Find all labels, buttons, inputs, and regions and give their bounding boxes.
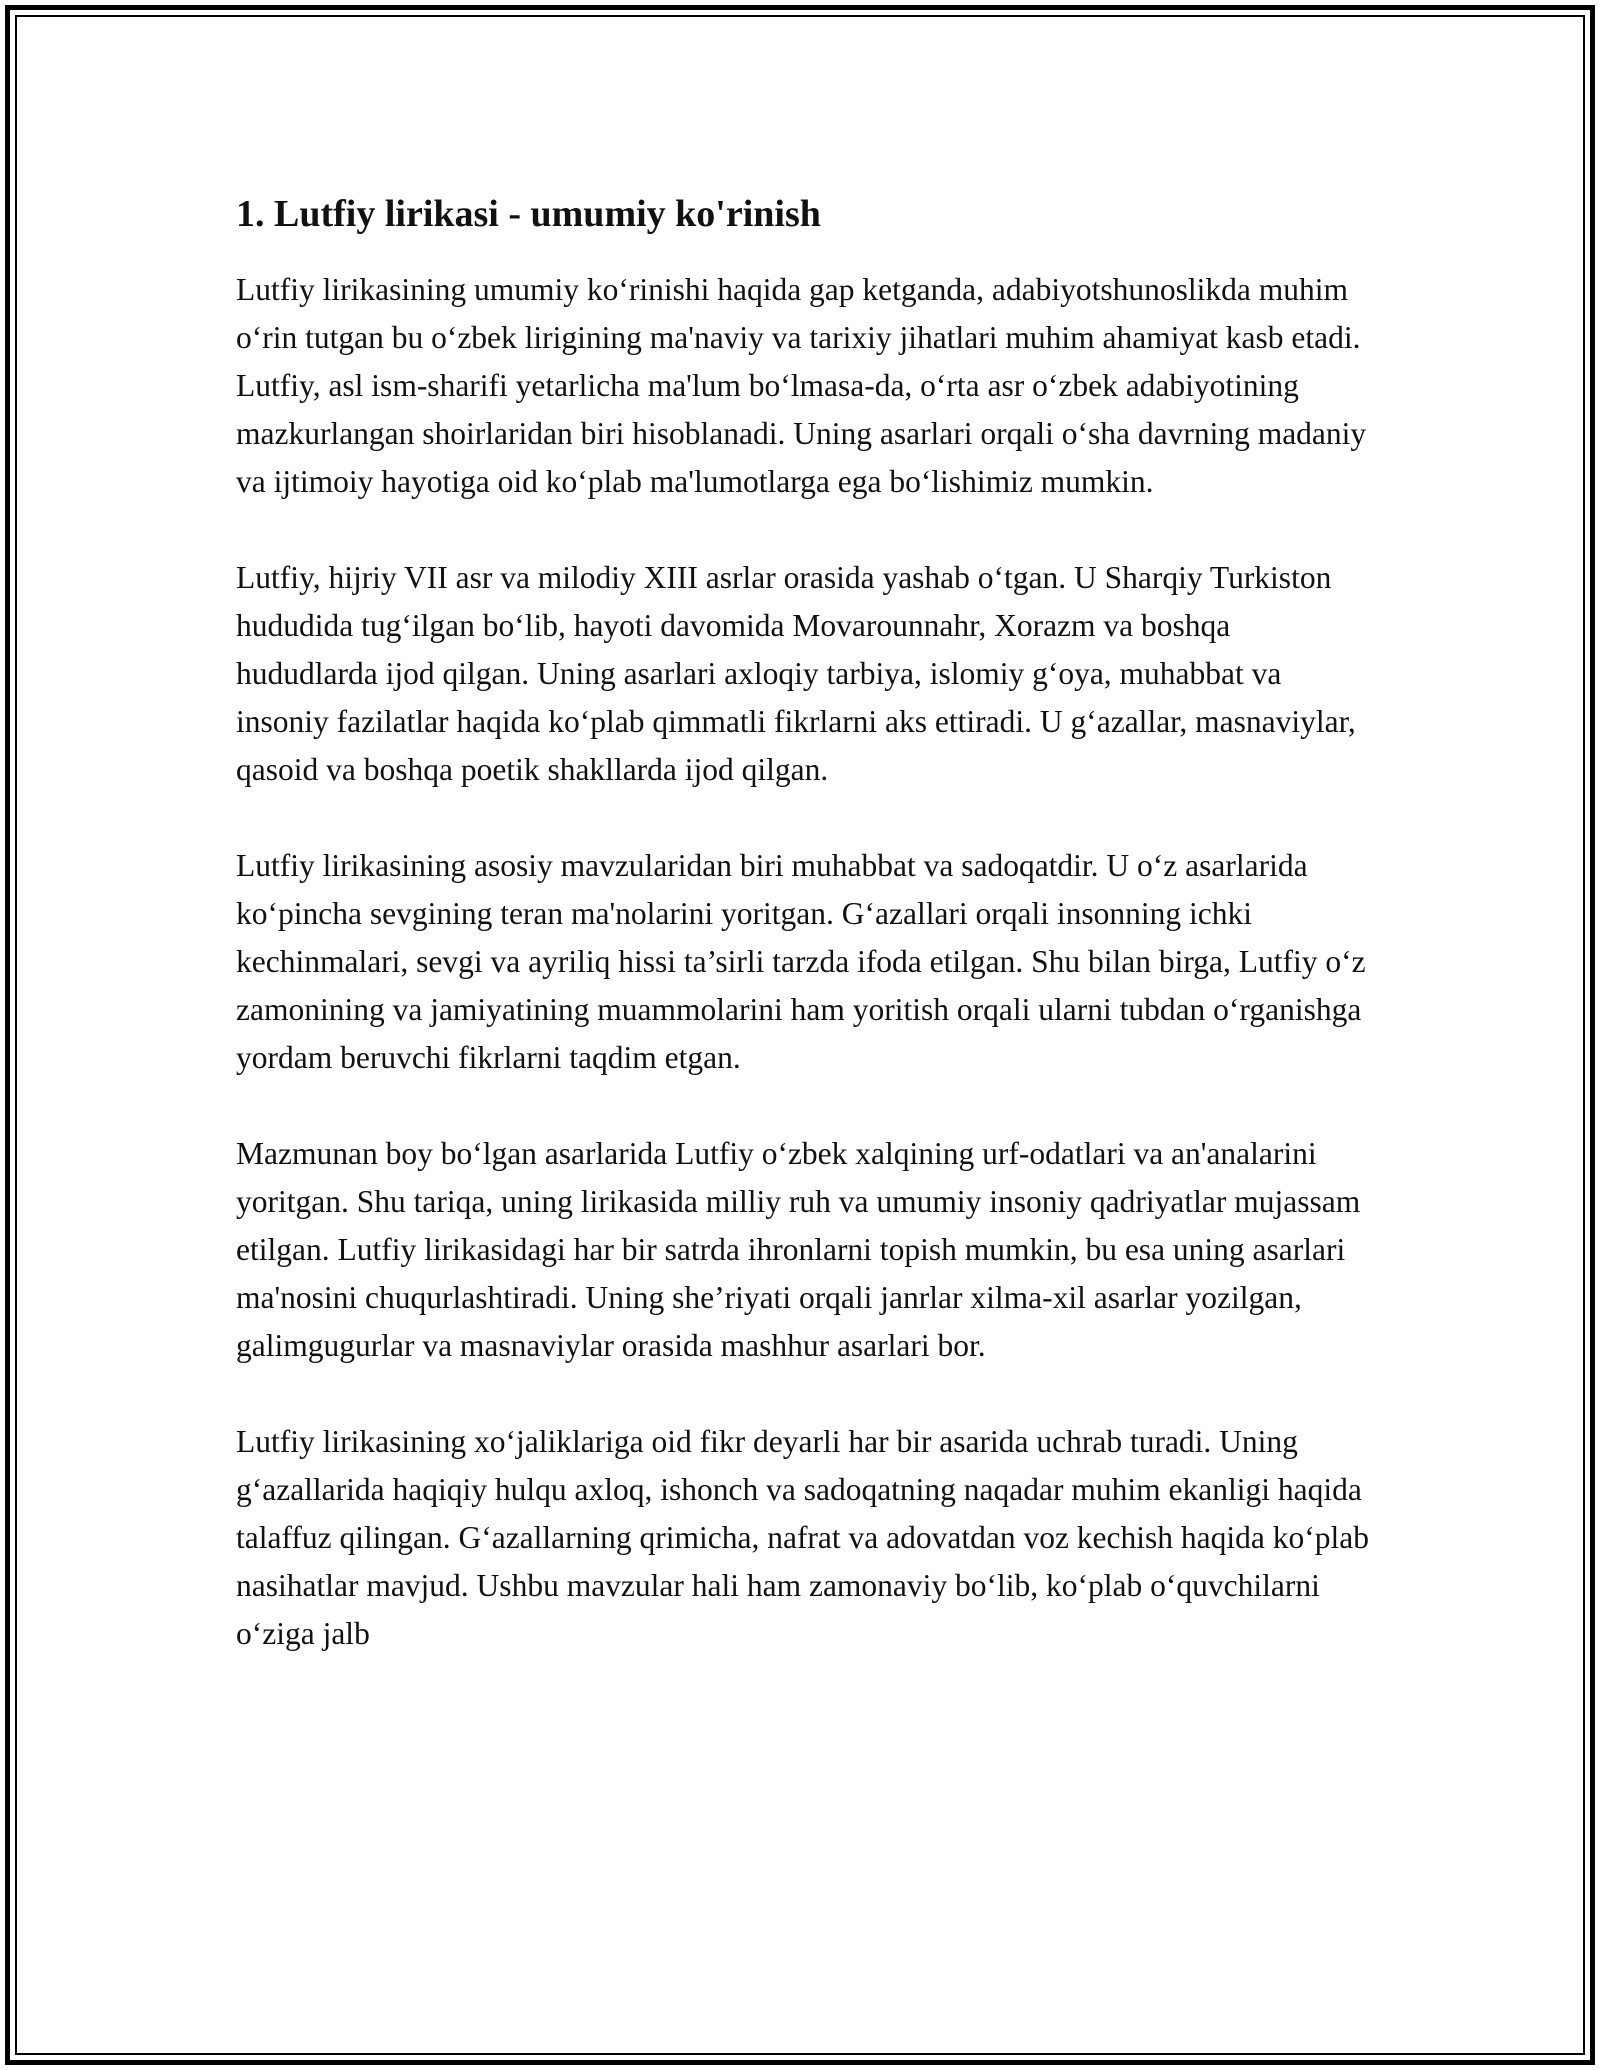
paragraph-3: Lutfiy lirikasining asosiy mavzularidan biri muhabbat va sadoqatdir. U oʻz asarlarida koʻpincha sevgining teran ma'nolarini yoritgan. Gʻazallari orqali insonning ichki kechinmalari, sevgi va ayriliq hissi ta’sirli tarzda ifoda etilgan. Shu bilan birga, Lutfiy oʻz zamonining va jamiyatining muammolarini ham yoritish orqali ularni tubdan oʻrganishga yordam beruvchi fikrlarni taqdim etgan. xyxy=(236,848,1366,1075)
paragraph-4: Mazmunan boy boʻlgan asarlarida Lutfiy oʻzbek xalqining urf-odatlari va an'analarini yoritgan. Shu tariqa, uning lirikasida milliy ruh va umumiy insoniy qadriyatlar mujassam etilgan. Lutfiy lirikasidagi har bir satrda ihronlarni topish mumkin, bu esa uning asarlari ma'nosini chuqurlashtiradi. Uning she’riyati orqali janrlar xilma-xil asarlar yozilgan, galimgugurlar va masnaviylar orasida mashhur asarlari bor. xyxy=(236,1136,1361,1363)
section-heading: 1. Lutfiy lirikasi - umumiy ko'rinish xyxy=(236,193,821,235)
paragraph-1: Lutfiy lirikasining umumiy koʻrinishi haqida gap ketganda, adabiyotshunoslikda muhim oʻrin tutgan bu oʻzbek lirigining ma'naviy va tarixiy jihatlari muhim ahamiyat kasb etadi. Lutfiy, asl ism-sharifi yetarlicha ma'lum boʻlmasa-da, oʻrta asr oʻzbek adabiyotining mazkurlangan shoirlaridan biri hisoblanadi. Uning asarlari orqali oʻsha davrning madaniy va ijtimoiy hayotiga oid koʻplab ma'lumotlarga ega boʻlishimiz mumkin. xyxy=(236,272,1367,499)
paragraph-5: Lutfiy lirikasining xoʻjaliklariga oid fikr deyarli har bir asarida uchrab turadi. Uning gʻazallarida haqiqiy hulqu axloq, ishonch va sadoqatning naqadar muhim ekanligi haqida talaffuz qilingan. Gʻazallarning qrimicha, nafrat va adovatdan voz kechish haqida koʻplab nasihatlar mavjud. Ushbu mavzular hali ham zamonaviy boʻlib, koʻplab oʻquvchilarni oʻziga jalb xyxy=(236,1424,1369,1651)
document-body xyxy=(236,188,1376,1706)
paragraph-2: Lutfiy, hijriy VII asr va milodiy XIII asrlar orasida yashab oʻtgan. U Sharqiy Turkiston hududida tugʻilgan boʻlib, hayoti davomida Movarounnahr, Xorazm va boshqa hududlarda ijod qilgan. Uning asarlari axloqiy tarbiya, islomiy gʻoya, muhabbat va insoniy fazilatlar haqida koʻplab qimmatli fikrlarni aks ettiradi. U gʻazallar, masnaviylar, qasoid va boshqa poetik shakllarda ijod qilgan. xyxy=(236,560,1356,787)
